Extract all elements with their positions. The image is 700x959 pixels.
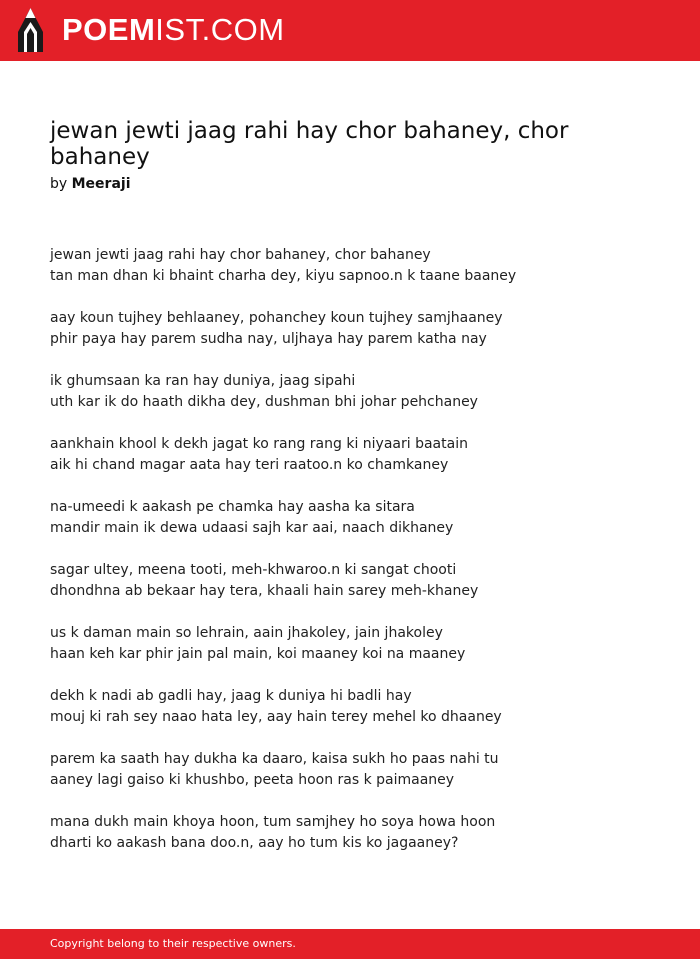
poem-line: mana dukh main khoya hoon, tum samjhey ho soya howa hoon bbox=[50, 814, 496, 830]
poem-line: us k daman main so lehrain, aain jhakoley, jain jhakoley bbox=[50, 625, 443, 641]
stanza bbox=[50, 812, 670, 854]
pencil-icon bbox=[18, 8, 43, 52]
poem-line: mandir main ik dewa udaasi sajh kar aai, naach dikhaney bbox=[50, 520, 454, 536]
stanza bbox=[50, 497, 670, 539]
stanza bbox=[50, 434, 670, 476]
poem-line: tan man dhan ki bhaint charha dey, kiyu sapnoo.n k taane baaney bbox=[50, 268, 517, 284]
stanza bbox=[50, 686, 670, 728]
footer-bar bbox=[0, 929, 700, 959]
by-label: by bbox=[50, 176, 68, 192]
header-bar bbox=[0, 0, 700, 61]
author-name: Meeraji bbox=[71, 176, 131, 192]
site-logo[interactable] bbox=[62, 12, 285, 48]
poem-line: uth kar ik do haath dikha dey, dushman bhi johar pehchaney bbox=[50, 394, 478, 410]
logo-text-bold: POEM bbox=[62, 12, 156, 47]
poem-line: parem ka saath hay dukha ka daaro, kaisa sukh ho paas nahi tu bbox=[50, 751, 499, 767]
poem-line: dharti ko aakash bana doo.n, aay ho tum kis ko jagaaney? bbox=[50, 835, 459, 851]
byline bbox=[50, 175, 131, 193]
copyright-notice: Copyright belong to their respective owners. bbox=[50, 937, 296, 950]
poem-body bbox=[50, 245, 670, 875]
poem-line: dekh k nadi ab gadli hay, jaag k duniya hi badli hay bbox=[50, 688, 412, 704]
poem-line: aay koun tujhey behlaaney, pohanchey koun tujhey samjhaaney bbox=[50, 310, 503, 326]
poem-title: jewan jewti jaag rahi hay chor bahaney, chor bahaney bbox=[50, 118, 569, 170]
stanza bbox=[50, 245, 670, 287]
poem-line: ik ghumsaan ka ran hay duniya, jaag sipahi bbox=[50, 373, 356, 389]
stanza bbox=[50, 623, 670, 665]
poem-line: sagar ultey, meena tooti, meh-khwaroo.n ki sangat chooti bbox=[50, 562, 457, 578]
logo-text-light: IST.COM bbox=[155, 12, 285, 47]
poem-line: jewan jewti jaag rahi hay chor bahaney, chor bahaney bbox=[50, 247, 431, 263]
stanza bbox=[50, 308, 670, 350]
stanza bbox=[50, 749, 670, 791]
stanza bbox=[50, 560, 670, 602]
poem-line: dhondhna ab bekaar hay tera, khaali hain sarey meh-khaney bbox=[50, 583, 479, 599]
poem-line: na-umeedi k aakash pe chamka hay aasha ka sitara bbox=[50, 499, 415, 515]
poem-line: aankhain khool k dekh jagat ko rang rang ki niyaari baatain bbox=[50, 436, 468, 452]
poem-line: aaney lagi gaiso ki khushbo, peeta hoon ras k paimaaney bbox=[50, 772, 455, 788]
poem-line: mouj ki rah sey naao hata ley, aay hain terey mehel ko dhaaney bbox=[50, 709, 502, 725]
poem-line: aik hi chand magar aata hay teri raatoo.n ko chamkaney bbox=[50, 457, 449, 473]
stanza bbox=[50, 371, 670, 413]
poem-line: haan keh kar phir jain pal main, koi maaney koi na maaney bbox=[50, 646, 466, 662]
poem-line: phir paya hay parem sudha nay, uljhaya hay parem katha nay bbox=[50, 331, 487, 347]
